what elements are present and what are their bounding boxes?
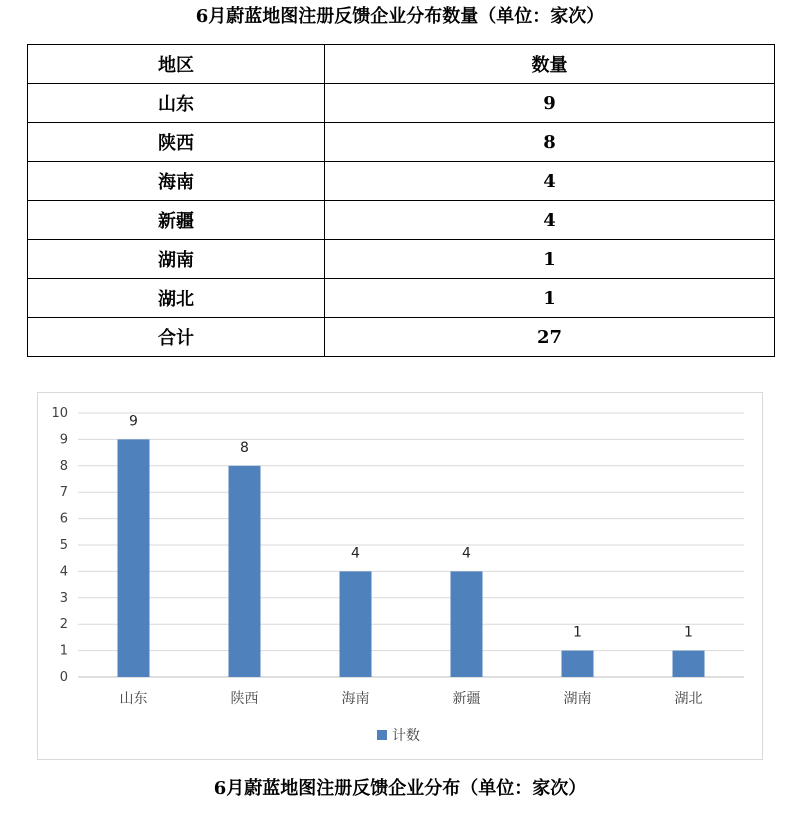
cell-count: 1 bbox=[325, 279, 775, 318]
x-tick-label: 山东 bbox=[119, 691, 148, 707]
legend-label: 计数 bbox=[392, 728, 420, 744]
y-tick-label: 3 bbox=[59, 590, 68, 606]
cell-region: 海南 bbox=[28, 162, 325, 201]
y-tick-label: 5 bbox=[59, 538, 68, 553]
gridlines bbox=[78, 413, 744, 677]
bar bbox=[562, 651, 594, 677]
bar bbox=[118, 439, 150, 677]
bar bbox=[673, 651, 705, 677]
header-count: 数量 bbox=[325, 45, 775, 84]
table-row bbox=[28, 201, 775, 240]
bar-chart-svg bbox=[38, 393, 762, 759]
table-row bbox=[28, 240, 775, 279]
y-tick-label: 4 bbox=[59, 564, 68, 580]
chart-caption: 6月蔚蓝地图注册反馈企业分布（单位：家次） bbox=[213, 778, 587, 799]
cell-region: 湖北 bbox=[28, 279, 325, 318]
table-title: 6月蔚蓝地图注册反馈企业分布数量（单位：家次） bbox=[195, 6, 605, 27]
x-tick-label: 海南 bbox=[341, 691, 370, 707]
cell-region: 湖南 bbox=[28, 240, 325, 279]
data-label: 8 bbox=[240, 439, 249, 456]
table-row bbox=[28, 279, 775, 318]
cell-count: 4 bbox=[325, 201, 775, 240]
cell-count: 1 bbox=[325, 240, 775, 279]
data-label: 1 bbox=[684, 624, 693, 641]
y-tick-label: 0 bbox=[59, 670, 68, 685]
y-tick-label: 8 bbox=[59, 458, 68, 474]
bar bbox=[451, 571, 483, 677]
cell-region: 新疆 bbox=[28, 201, 325, 240]
data-label: 4 bbox=[351, 545, 360, 562]
cell-count: 8 bbox=[325, 123, 775, 162]
legend bbox=[377, 727, 420, 744]
data-label: 9 bbox=[129, 413, 138, 430]
y-axis-ticks bbox=[51, 406, 68, 685]
data-labels bbox=[129, 413, 693, 640]
table-row bbox=[28, 123, 775, 162]
table-total-row bbox=[28, 318, 775, 357]
y-tick-label: 10 bbox=[51, 406, 68, 421]
cell-region: 陕西 bbox=[28, 123, 325, 162]
y-tick-label: 6 bbox=[59, 511, 68, 527]
data-label: 4 bbox=[462, 545, 471, 562]
total-value: 27 bbox=[325, 318, 775, 357]
table-row bbox=[28, 162, 775, 201]
x-tick-label: 新疆 bbox=[452, 691, 481, 707]
x-tick-label: 湖南 bbox=[563, 691, 592, 707]
bar bbox=[340, 571, 372, 677]
y-tick-label: 2 bbox=[59, 617, 68, 633]
x-tick-label: 湖北 bbox=[674, 691, 703, 707]
cell-count: 9 bbox=[325, 84, 775, 123]
y-tick-label: 1 bbox=[59, 643, 68, 659]
cell-region: 山东 bbox=[28, 84, 325, 123]
bar-chart bbox=[37, 392, 763, 760]
x-axis-ticks bbox=[120, 690, 703, 707]
y-tick-label: 9 bbox=[59, 432, 68, 448]
y-tick-label: 7 bbox=[59, 485, 68, 501]
x-tick-label: 陕西 bbox=[230, 691, 259, 707]
legend-swatch bbox=[377, 730, 387, 740]
data-label: 1 bbox=[573, 624, 582, 641]
header-region: 地区 bbox=[28, 45, 325, 84]
cell-count: 4 bbox=[325, 162, 775, 201]
distribution-table bbox=[27, 44, 775, 357]
bar bbox=[229, 466, 261, 677]
total-label: 合计 bbox=[28, 318, 325, 357]
table-header-row bbox=[28, 45, 775, 84]
table-row bbox=[28, 84, 775, 123]
bars bbox=[118, 439, 705, 677]
